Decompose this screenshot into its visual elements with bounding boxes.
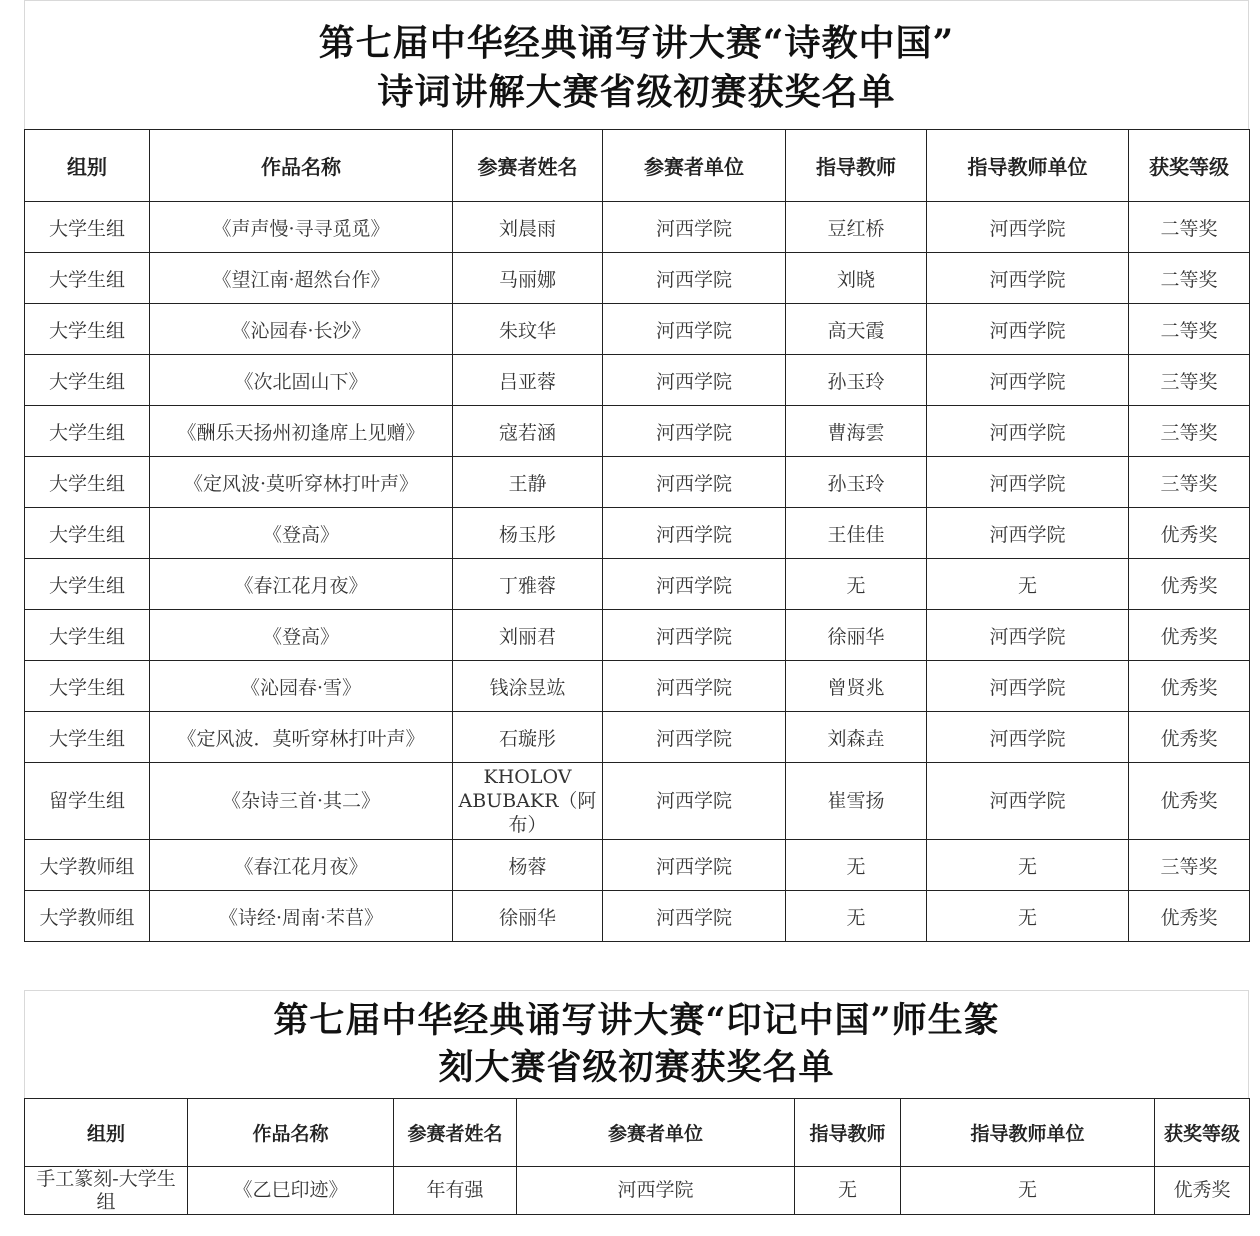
- cell-group: 大学教师组: [25, 891, 150, 942]
- cell-award-level: 优秀奖: [1129, 661, 1250, 712]
- cell-instructor-unit: 河西学院: [927, 253, 1129, 304]
- cell-instructor-unit: 河西学院: [927, 763, 1129, 840]
- col-header-work-title: 作品名称: [188, 1099, 394, 1167]
- cell-group: 手工篆刻-大学生组: [25, 1167, 188, 1215]
- table-row: [25, 891, 1250, 942]
- cell-award-level: 二等奖: [1129, 304, 1250, 355]
- cell-work-title: 《定风波·莫听穿林打叶声》: [150, 457, 453, 508]
- col-header-instructor-unit: 指导教师单位: [901, 1099, 1155, 1167]
- cell-work-title: 《登高》: [150, 610, 453, 661]
- award-table: [24, 129, 1250, 942]
- cell-participant-name: 刘丽君: [453, 610, 603, 661]
- cell-instructor-unit: 河西学院: [927, 508, 1129, 559]
- cell-work-title: 《春江花月夜》: [150, 840, 453, 891]
- cell-participant-name: 杨玉彤: [453, 508, 603, 559]
- cell-participant-unit: 河西学院: [603, 253, 786, 304]
- cell-participant-name: 石璇彤: [453, 712, 603, 763]
- cell-instructor-unit: 河西学院: [927, 457, 1129, 508]
- cell-participant-name: 王静: [453, 457, 603, 508]
- cell-participant-name: 朱玟华: [453, 304, 603, 355]
- cell-award-level: 优秀奖: [1129, 508, 1250, 559]
- cell-award-level: 三等奖: [1129, 457, 1250, 508]
- title-line-1: 第七届中华经典诵写讲大赛“印记中国”师生篆: [273, 1000, 1000, 1041]
- table-row: [25, 508, 1250, 559]
- cell-award-level: 三等奖: [1129, 355, 1250, 406]
- cell-participant-name: 年有强: [394, 1167, 517, 1215]
- cell-award-level: 三等奖: [1129, 840, 1250, 891]
- cell-participant-name: 丁雅蓉: [453, 559, 603, 610]
- cell-instructor: 孙玉玲: [786, 355, 927, 406]
- cell-work-title: 《诗经·周南·芣苢》: [150, 891, 453, 942]
- cell-instructor: 无: [786, 840, 927, 891]
- cell-participant-unit: 河西学院: [517, 1167, 795, 1215]
- cell-group: 大学生组: [25, 355, 150, 406]
- col-header-participant-name: 参赛者姓名: [453, 130, 603, 202]
- cell-work-title: 《沁园春·雪》: [150, 661, 453, 712]
- cell-participant-unit: 河西学院: [603, 559, 786, 610]
- cell-work-title: 《乙巳印迹》: [188, 1167, 394, 1215]
- cell-participant-unit: 河西学院: [603, 457, 786, 508]
- table-row: [25, 712, 1250, 763]
- cell-instructor-unit: 河西学院: [927, 202, 1129, 253]
- cell-instructor: 无: [795, 1167, 901, 1215]
- cell-participant-name: 钱涂昱竑: [453, 661, 603, 712]
- award-table: [24, 1098, 1250, 1215]
- cell-instructor: 无: [786, 559, 927, 610]
- table-row: [25, 661, 1250, 712]
- cell-participant-name: 徐丽华: [453, 891, 603, 942]
- award-list-poetry: [24, 0, 1249, 942]
- col-header-group: 组别: [25, 130, 150, 202]
- cell-work-title: 《望江南·超然台作》: [150, 253, 453, 304]
- cell-award-level: 三等奖: [1129, 406, 1250, 457]
- cell-group: 大学生组: [25, 508, 150, 559]
- cell-group: 大学生组: [25, 202, 150, 253]
- table-row: [25, 840, 1250, 891]
- cell-participant-name: 杨蓉: [453, 840, 603, 891]
- cell-group: 大学生组: [25, 406, 150, 457]
- col-header-instructor-unit: 指导教师单位: [927, 130, 1129, 202]
- col-header-instructor: 指导教师: [786, 130, 927, 202]
- table-row: [25, 763, 1250, 840]
- table-row: [25, 355, 1250, 406]
- cell-award-level: 优秀奖: [1129, 559, 1250, 610]
- cell-group: 大学生组: [25, 712, 150, 763]
- table-row: [25, 559, 1250, 610]
- cell-instructor: 崔雪扬: [786, 763, 927, 840]
- cell-instructor-unit: 无: [927, 840, 1129, 891]
- cell-participant-name: 寇若涵: [453, 406, 603, 457]
- cell-group: 留学生组: [25, 763, 150, 840]
- title-line-2: 刻大赛省级初赛获奖名单: [438, 1047, 835, 1088]
- cell-group: 大学教师组: [25, 840, 150, 891]
- title-line-2: 诗词讲解大赛省级初赛获奖名单: [377, 71, 896, 113]
- cell-participant-unit: 河西学院: [603, 661, 786, 712]
- cell-work-title: 《次北固山下》: [150, 355, 453, 406]
- cell-instructor: 无: [786, 891, 927, 942]
- col-header-group: 组别: [25, 1099, 188, 1167]
- cell-instructor: 徐丽华: [786, 610, 927, 661]
- title-block: [24, 0, 1249, 129]
- cell-instructor-unit: 无: [901, 1167, 1155, 1215]
- cell-instructor: 王佳佳: [786, 508, 927, 559]
- cell-instructor-unit: 无: [927, 559, 1129, 610]
- cell-award-level: 二等奖: [1129, 253, 1250, 304]
- cell-participant-unit: 河西学院: [603, 763, 786, 840]
- title-block: [24, 990, 1249, 1098]
- cell-participant-name: 马丽娜: [453, 253, 603, 304]
- table-row: [25, 457, 1250, 508]
- table-body: [25, 1167, 1250, 1215]
- cell-work-title: 《登高》: [150, 508, 453, 559]
- col-header-participant-unit: 参赛者单位: [603, 130, 786, 202]
- cell-group: 大学生组: [25, 457, 150, 508]
- title-line-1: 第七届中华经典诵写讲大赛“诗教中国”: [318, 22, 955, 64]
- cell-work-title: 《声声慢·寻寻觅觅》: [150, 202, 453, 253]
- cell-group: 大学生组: [25, 253, 150, 304]
- cell-award-level: 优秀奖: [1129, 712, 1250, 763]
- table-body: [25, 202, 1250, 942]
- cell-instructor: 刘晓: [786, 253, 927, 304]
- cell-participant-name: KHOLOV ABUBAKR（阿布）: [453, 763, 603, 840]
- cell-participant-unit: 河西学院: [603, 712, 786, 763]
- cell-instructor: 刘森垚: [786, 712, 927, 763]
- cell-participant-unit: 河西学院: [603, 202, 786, 253]
- header-row: [25, 130, 1250, 202]
- col-header-work-title: 作品名称: [150, 130, 453, 202]
- cell-group: 大学生组: [25, 661, 150, 712]
- table-row: [25, 304, 1250, 355]
- cell-group: 大学生组: [25, 304, 150, 355]
- cell-award-level: 优秀奖: [1129, 763, 1250, 840]
- col-header-instructor: 指导教师: [795, 1099, 901, 1167]
- cell-participant-unit: 河西学院: [603, 840, 786, 891]
- cell-participant-name: 刘晨雨: [453, 202, 603, 253]
- col-header-award-level: 获奖等级: [1155, 1099, 1250, 1167]
- table-row: [25, 253, 1250, 304]
- cell-instructor-unit: 河西学院: [927, 406, 1129, 457]
- cell-participant-unit: 河西学院: [603, 508, 786, 559]
- cell-group: 大学生组: [25, 610, 150, 661]
- table-row: [25, 406, 1250, 457]
- col-header-participant-unit: 参赛者单位: [517, 1099, 795, 1167]
- cell-participant-unit: 河西学院: [603, 355, 786, 406]
- cell-work-title: 《酬乐天扬州初逢席上见赠》: [150, 406, 453, 457]
- cell-instructor: 孙玉玲: [786, 457, 927, 508]
- cell-instructor-unit: 河西学院: [927, 610, 1129, 661]
- cell-work-title: 《杂诗三首·其二》: [150, 763, 453, 840]
- cell-participant-unit: 河西学院: [603, 304, 786, 355]
- table-row: [25, 1167, 1250, 1215]
- cell-work-title: 《春江花月夜》: [150, 559, 453, 610]
- cell-award-level: 优秀奖: [1129, 610, 1250, 661]
- cell-award-level: 二等奖: [1129, 202, 1250, 253]
- cell-instructor: 曾贤兆: [786, 661, 927, 712]
- cell-instructor-unit: 河西学院: [927, 661, 1129, 712]
- cell-instructor-unit: 河西学院: [927, 355, 1129, 406]
- cell-participant-unit: 河西学院: [603, 610, 786, 661]
- cell-participant-name: 吕亚蓉: [453, 355, 603, 406]
- cell-award-level: 优秀奖: [1129, 891, 1250, 942]
- cell-instructor: 曹海雲: [786, 406, 927, 457]
- table-row: [25, 610, 1250, 661]
- cell-participant-unit: 河西学院: [603, 891, 786, 942]
- cell-award-level: 优秀奖: [1155, 1167, 1250, 1215]
- award-list-seal-carving: [24, 990, 1249, 1215]
- cell-instructor-unit: 河西学院: [927, 712, 1129, 763]
- cell-work-title: 《沁园春·长沙》: [150, 304, 453, 355]
- header-row: [25, 1099, 1250, 1167]
- col-header-participant-name: 参赛者姓名: [394, 1099, 517, 1167]
- cell-instructor-unit: 河西学院: [927, 304, 1129, 355]
- cell-participant-unit: 河西学院: [603, 406, 786, 457]
- cell-work-title: 《定风波．莫听穿林打叶声》: [150, 712, 453, 763]
- cell-instructor: 高天霞: [786, 304, 927, 355]
- cell-group: 大学生组: [25, 559, 150, 610]
- cell-instructor: 豆红桥: [786, 202, 927, 253]
- table-row: [25, 202, 1250, 253]
- col-header-award-level: 获奖等级: [1129, 130, 1250, 202]
- cell-instructor-unit: 无: [927, 891, 1129, 942]
